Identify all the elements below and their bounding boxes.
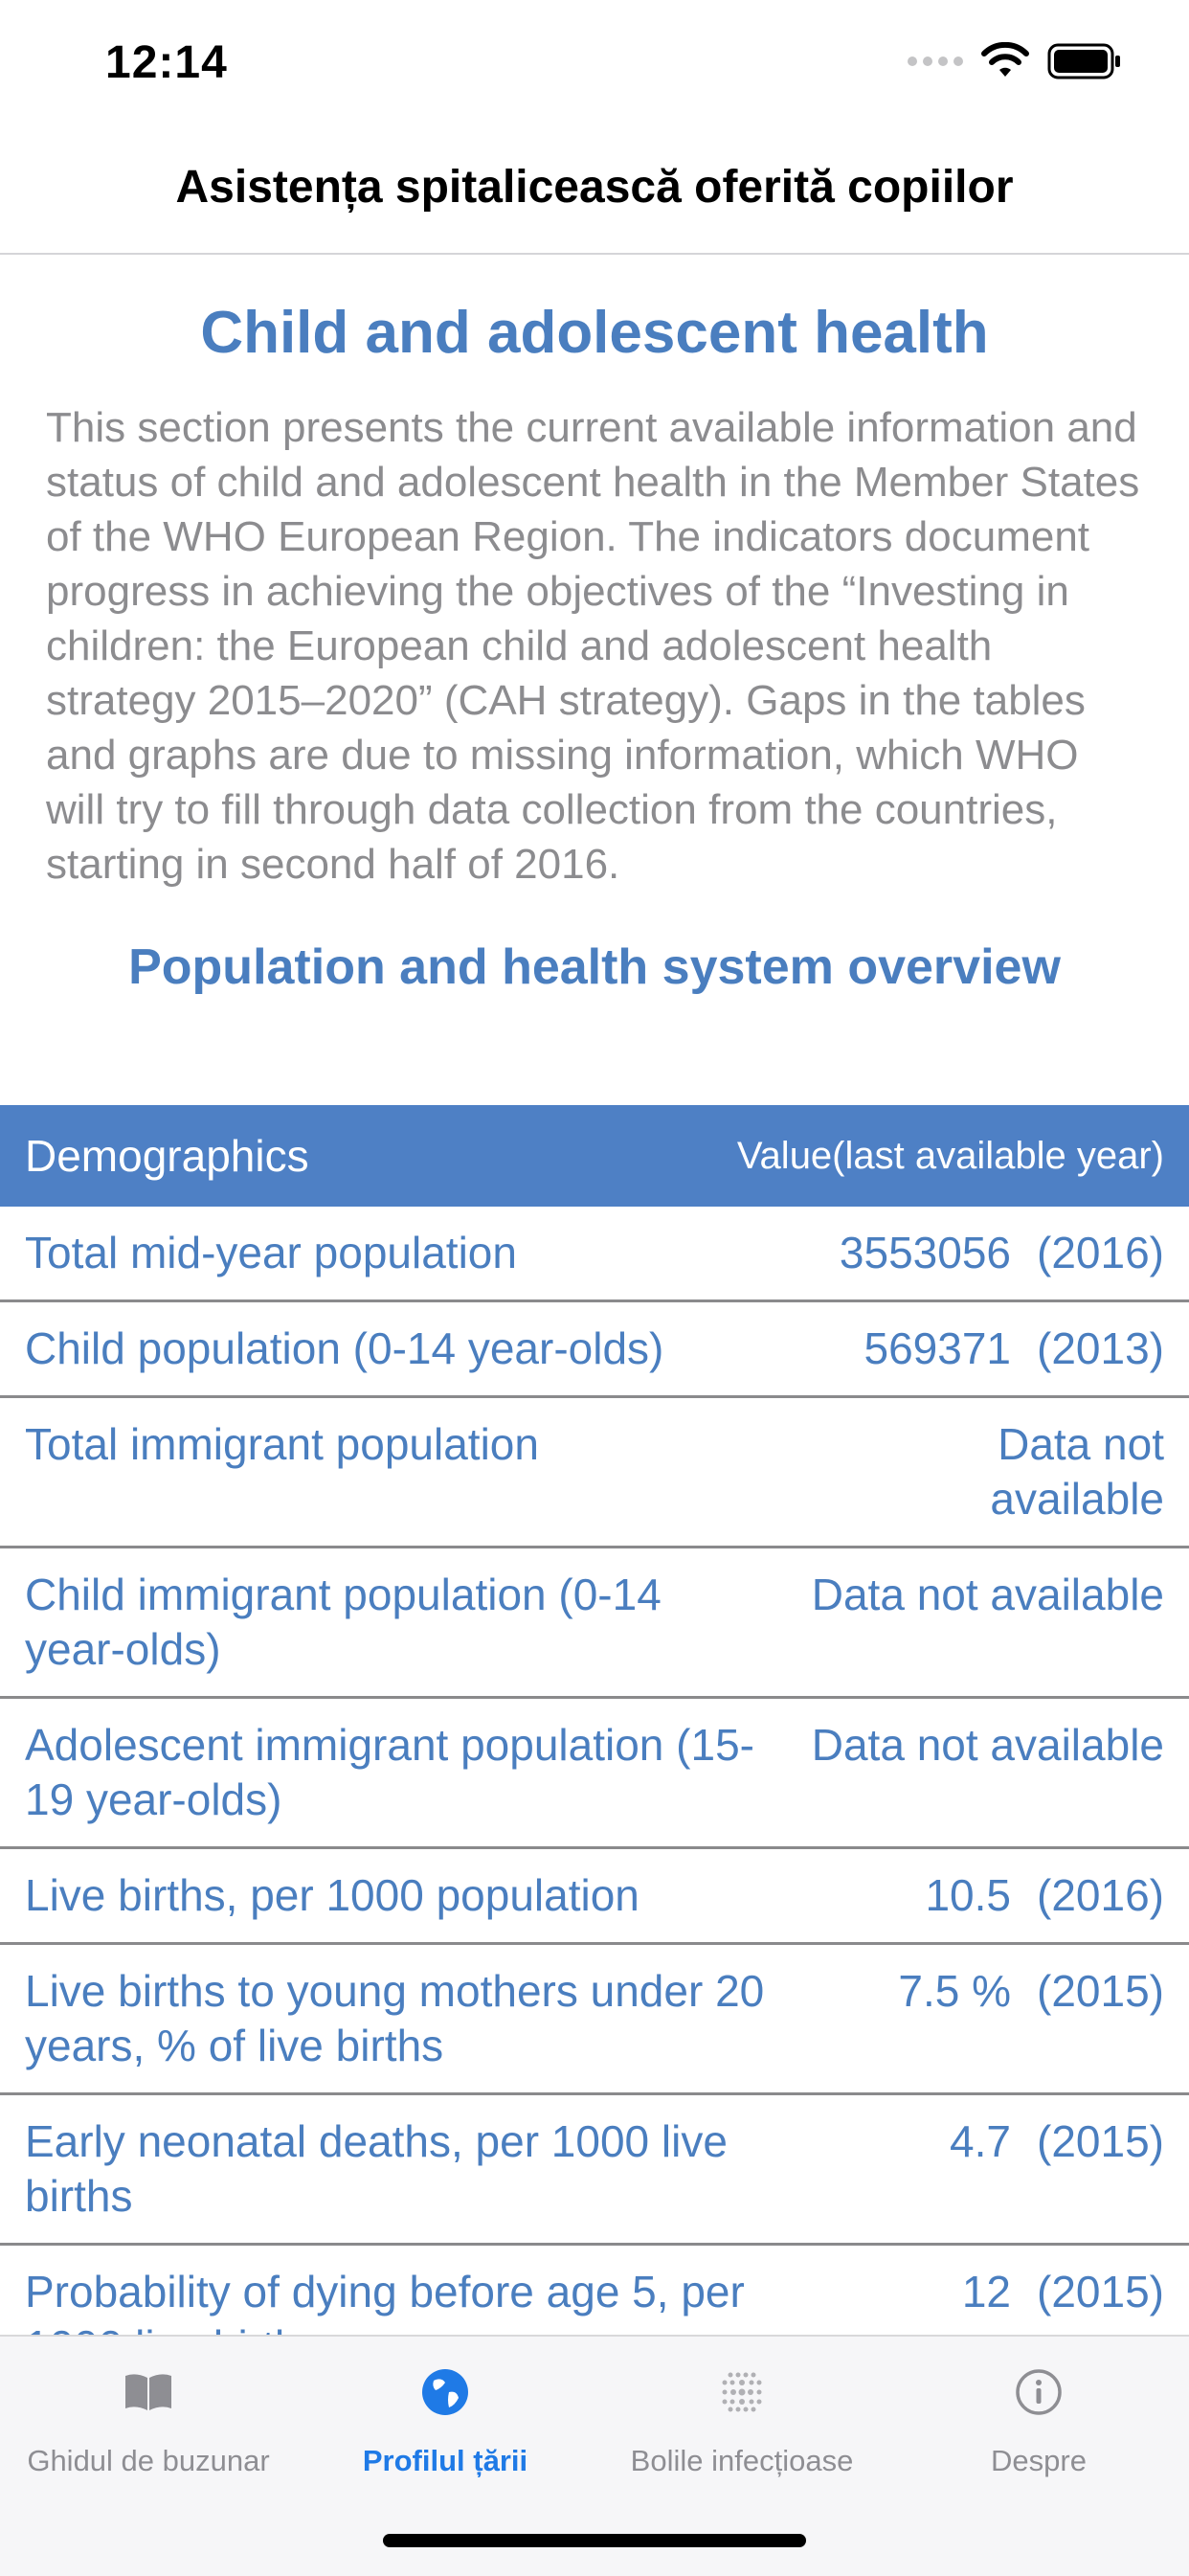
home-indicator[interactable] [383,2534,806,2547]
table-row [0,1548,1189,1699]
table-row [0,1699,1189,1849]
tab-label: Bolile infecțioase [630,2444,854,2477]
battery-icon [1047,42,1122,80]
table-row [0,1302,1189,1398]
row-value: 569371 [864,1323,1011,1373]
row-label: Total mid-year population [25,1228,517,1277]
tab-bolile-infectioase[interactable] [594,2361,890,2478]
globe-icon [420,2367,470,2417]
demographics-table [0,1105,1189,2396]
row-label: Child immigrant population (0-14 year-olds) [25,1570,662,1674]
row-label: Live births, per 1000 population [25,1870,639,1920]
row-label: Probability of dying before age 5, per [25,2267,745,2316]
table-row [0,2095,1189,2246]
row-label: Adolescent immigrant population (15-19 year-olds) [25,1720,754,1824]
section-title: Population and health system overview [128,939,1061,995]
wifi-icon [980,42,1030,80]
intro-text: This section presents the current available information and status of child and adolescent health in the Member States of the WHO European Region. The indicators document progress in achieving the objectives of the “Investing in children: the European child and adolescent health strategy 2015–2020” (CAH strategy). Gaps in the tables and graphs are due to missing information, which WHO will try to fill through data collection from the countries, starting in second half of 2016. [46,404,1140,888]
row-value: 12 [961,2267,1011,2316]
table-row [0,1398,1189,1548]
nav-title: Asistența spitalicească oferită copiilor [175,162,1014,213]
row-year: (2015) [1037,2116,1164,2166]
row-not-available: Data not available [990,1419,1164,1524]
tab-label: Ghidul de buzunar [27,2444,270,2477]
signal-icon [908,56,963,66]
header-value: Value(last available year) [736,1134,1164,1177]
dots-grid-icon [717,2367,767,2417]
row-year: (2013) [1037,1323,1164,1373]
row-year: (2016) [1037,1228,1164,1277]
row-not-available: Data not available [811,1570,1164,1619]
row-value: 3553056 [839,1228,1011,1277]
status-bar [0,0,1189,134]
tab-label: Despre [991,2444,1087,2477]
row-label: Total immigrant population [25,1419,539,1469]
table-row [0,1207,1189,1302]
tab-ghidul-de-buzunar[interactable] [0,2361,297,2478]
row-value: 10.5 [925,1870,1011,1920]
page-title: Child and adolescent health [200,300,989,366]
row-value: 7.5 % [898,1966,1011,2016]
row-value: 4.7 [950,2116,1011,2166]
row-year: (2016) [1037,1870,1164,1920]
tab-label: Profilul țării [362,2444,528,2477]
row-label: Live births to young mothers under 20 years, % of live births [25,1966,765,2070]
status-time: 12:14 [105,37,228,88]
table-row [0,1849,1189,1945]
table-row [0,1945,1189,2095]
row-year: (2015) [1037,1966,1164,2016]
content [0,255,1189,999]
navigation-bar [0,134,1189,255]
row-label: Early neonatal deaths, per 1000 live births [25,2116,728,2221]
status-icons [908,42,1122,80]
row-label: Child population (0-14 year-olds) [25,1323,664,1373]
tab-despre[interactable] [890,2361,1187,2478]
row-not-available: Data not available [811,1720,1164,1770]
book-icon [123,2372,174,2412]
info-icon [1015,2368,1063,2416]
row-year: (2015) [1037,2267,1164,2316]
header-demographics: Demographics [25,1131,309,1181]
tab-profilul-tarii[interactable] [297,2361,594,2478]
table-header [0,1105,1189,1207]
